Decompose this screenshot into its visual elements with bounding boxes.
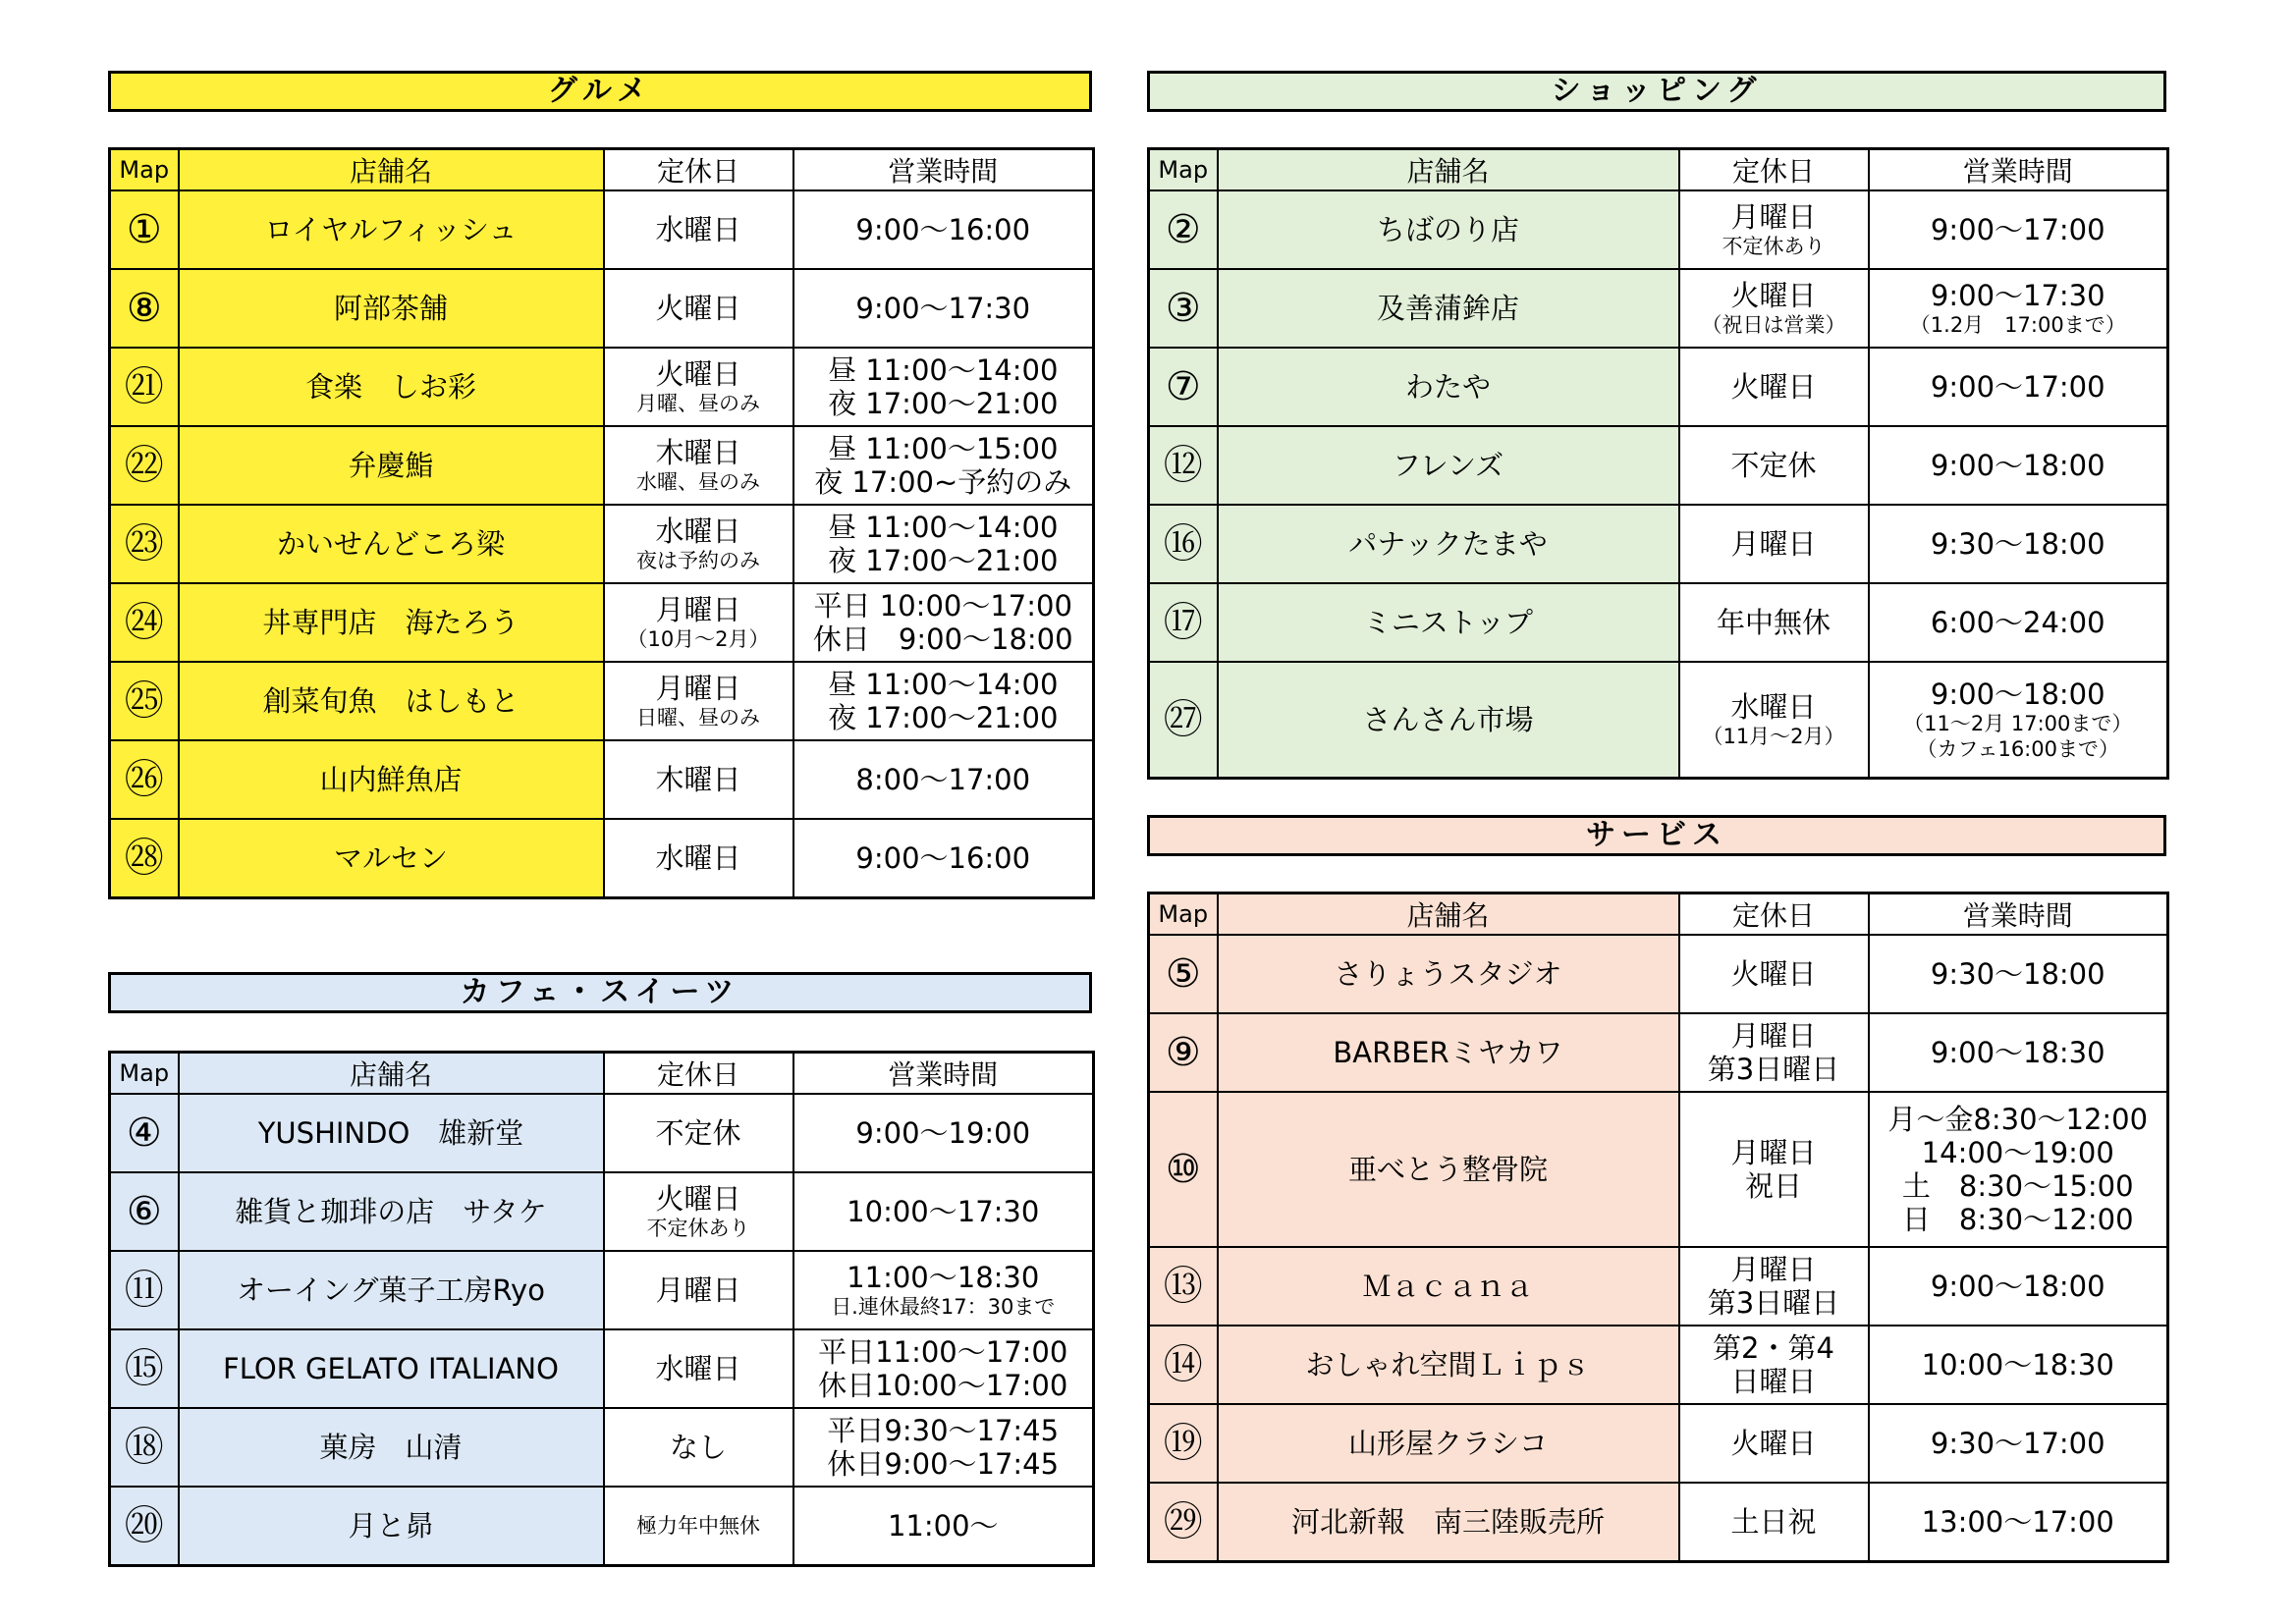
shop-name: ちばのり店 [1218, 190, 1679, 269]
shop-name: おしゃれ空間Ｌｉｐｓ [1218, 1326, 1679, 1404]
hours-line: 昼 11:00～14:00 [828, 511, 1059, 544]
closed-day [1679, 426, 1869, 505]
table-row [1149, 505, 2168, 583]
closed-day [604, 1251, 793, 1329]
hours-line: （カフェ16:00まで） [1916, 736, 2119, 761]
map-number: ⑨ [1149, 1013, 1218, 1092]
header-map: Map [1149, 149, 1218, 191]
map-number: ⑯ [1149, 505, 1218, 583]
shop-name: 阿部茶舗 [179, 269, 604, 348]
shop-name: 河北新報 南三陸販売所 [1218, 1483, 1679, 1561]
hours-line: 平日9:30～17:45 [827, 1414, 1060, 1447]
hours-line: 9:00～17:00 [1930, 370, 2105, 404]
closed-day-note: （祝日は営業） [1701, 313, 1846, 337]
table-row [110, 1094, 1094, 1172]
closed-day-main: 水曜日 [655, 213, 741, 246]
header-closed: 定休日 [604, 149, 793, 191]
shopping-table [1147, 147, 2169, 780]
map-number: ⑦ [1149, 348, 1218, 426]
hours-line: 月～金8:30～12:00 [1887, 1103, 2149, 1136]
closed-day-note: 第3日曜日 [1707, 1286, 1840, 1320]
closed-day [604, 740, 793, 819]
header-map: Map [1149, 893, 1218, 936]
closed-day [1679, 583, 1869, 662]
map-number: ㉒ [110, 426, 179, 505]
service-title: サービス [1147, 815, 2166, 856]
map-number: ⑮ [110, 1329, 179, 1408]
table-row [1149, 426, 2168, 505]
hours-line: 9:00～19:00 [855, 1116, 1031, 1150]
shop-name: ミニストップ [1218, 583, 1679, 662]
closed-day [1679, 935, 1869, 1013]
table-row [110, 1172, 1094, 1251]
shop-name: YUSHINDO 雄新堂 [179, 1094, 604, 1172]
header-map: Map [110, 1053, 179, 1095]
header-name: 店舗名 [179, 1053, 604, 1095]
map-number: ⑰ [1149, 583, 1218, 662]
map-number: ⑪ [110, 1251, 179, 1329]
hours-line: 9:00～18:00 [1930, 677, 2105, 711]
hours-line: 8:00～17:00 [855, 763, 1031, 796]
closed-day-note: 祝日 [1744, 1169, 1802, 1203]
closed-day [1679, 1483, 1869, 1561]
hours-line: 13:00～17:00 [1921, 1504, 2114, 1539]
map-number: ⑲ [1149, 1404, 1218, 1483]
map-number: ㉑ [110, 348, 179, 426]
shop-name: さりょうスタジオ [1218, 935, 1679, 1013]
hours-line: 9:30～17:00 [1930, 1427, 2105, 1460]
table-row [1149, 583, 2168, 662]
hours-line: 休日 9:00～18:00 [812, 623, 1073, 656]
business-hours [1869, 505, 2168, 583]
map-number: ③ [1149, 269, 1218, 348]
map-number: ⑩ [1149, 1092, 1218, 1247]
business-hours [793, 505, 1094, 583]
hours-line: 9:00～16:00 [855, 213, 1031, 246]
business-hours [1869, 269, 2168, 348]
business-hours [793, 190, 1094, 269]
hours-line: 平日 10:00～17:00 [813, 589, 1072, 623]
closed-day [1679, 1092, 1869, 1247]
table-row [1149, 1404, 2168, 1483]
map-number: ④ [110, 1094, 179, 1172]
business-hours [793, 1094, 1094, 1172]
hours-line: 9:00～17:30 [855, 292, 1031, 325]
table-row [1149, 1013, 2168, 1092]
shop-name: パナックたまや [1218, 505, 1679, 583]
closed-day-main: 木曜日 [655, 436, 741, 469]
closed-day-note: 夜は予約のみ [636, 549, 760, 572]
table-row [1149, 348, 2168, 426]
business-hours [793, 740, 1094, 819]
hours-line: 9:00～17:30 [1930, 279, 2105, 312]
shop-name: さんさん市場 [1218, 662, 1679, 778]
shop-name: 雑貨と珈琲の店 サタケ [179, 1172, 604, 1251]
business-hours [793, 1487, 1094, 1565]
hours-line: （1.2月 17:00まで） [1909, 313, 2126, 337]
closed-day-main: 木曜日 [655, 763, 741, 796]
closed-day-main: 火曜日 [1730, 279, 1817, 312]
business-hours [1869, 662, 2168, 778]
shop-name: 亜べとう整骨院 [1218, 1092, 1679, 1247]
closed-day-note: 日曜、昼のみ [636, 706, 760, 730]
shop-name: 月と昴 [179, 1487, 604, 1565]
closed-day-main: 極力年中無休 [636, 1513, 760, 1538]
closed-day [604, 583, 793, 662]
closed-day [1679, 1404, 1869, 1483]
closed-day-note: 水曜、昼のみ [636, 470, 760, 494]
closed-day-main: 月曜日 [655, 593, 741, 626]
hours-line: 日 8:30～12:00 [1901, 1203, 2134, 1236]
closed-day-main: 不定休 [655, 1116, 741, 1150]
business-hours [1869, 348, 2168, 426]
closed-day-main: 水曜日 [655, 840, 741, 875]
hours-line: 夜 17:00～21:00 [828, 544, 1059, 577]
closed-day [604, 348, 793, 426]
closed-day-note: 日曜日 [1730, 1365, 1817, 1398]
closed-day-note: （10月～2月） [627, 627, 770, 651]
closed-day [1679, 269, 1869, 348]
business-hours [793, 583, 1094, 662]
hours-line: 9:00～17:00 [1930, 213, 2105, 246]
closed-day [604, 1329, 793, 1408]
business-hours [1869, 1483, 2168, 1561]
table-row [110, 190, 1094, 269]
business-hours [1869, 1013, 2168, 1092]
header-hours: 営業時間 [793, 1053, 1094, 1095]
map-number: ⑥ [110, 1172, 179, 1251]
closed-day [1679, 1247, 1869, 1326]
closed-day-main: 月曜日 [1730, 200, 1817, 234]
shop-name: マルセン [179, 819, 604, 897]
header-name: 店舗名 [1218, 149, 1679, 191]
closed-day [604, 1408, 793, 1487]
closed-day-main: なし [669, 1431, 727, 1464]
shop-name: わたや [1218, 348, 1679, 426]
map-number: ⑤ [1149, 935, 1218, 1013]
business-hours [1869, 190, 2168, 269]
closed-day-note: 第3日曜日 [1707, 1053, 1840, 1086]
closed-day-main: 月曜日 [1730, 527, 1817, 561]
business-hours [793, 426, 1094, 505]
shop-name: 食楽 しお彩 [179, 348, 604, 426]
hours-line: 夜 17:00~予約のみ [814, 465, 1072, 499]
cafe-table [108, 1051, 1095, 1567]
hours-line: 9:00～18:00 [1930, 1270, 2105, 1303]
table-row [1149, 1483, 2168, 1561]
business-hours [1869, 1326, 2168, 1404]
business-hours [1869, 1247, 2168, 1326]
gourmet-table [108, 147, 1095, 899]
header-closed: 定休日 [1679, 149, 1869, 191]
cafe-title: カフェ・スイーツ [108, 972, 1092, 1013]
map-number: ㉓ [110, 505, 179, 583]
map-number: ① [110, 190, 179, 269]
map-number: ⑳ [110, 1487, 179, 1565]
hours-line: 9:00～18:30 [1930, 1036, 2105, 1069]
table-row [1149, 1326, 2168, 1404]
table-row [1149, 190, 2168, 269]
hours-line: 11:00～ [887, 1508, 999, 1543]
hours-line: 11:00～18:30 [847, 1261, 1040, 1294]
business-hours [1869, 1092, 2168, 1247]
shop-name: 弁慶鮨 [179, 426, 604, 505]
shop-name: 山形屋クラシコ [1218, 1404, 1679, 1483]
closed-day [604, 1487, 793, 1565]
header-map: Map [110, 149, 179, 191]
header-closed: 定休日 [604, 1053, 793, 1095]
closed-day [604, 505, 793, 583]
closed-day [1679, 348, 1869, 426]
closed-day-main: 月曜日 [1730, 1253, 1817, 1286]
closed-day [604, 1172, 793, 1251]
hours-line: 平日11:00～17:00 [818, 1335, 1068, 1369]
table-row [110, 819, 1094, 897]
shop-name: Ｍａｃａｎａ [1218, 1247, 1679, 1326]
table-row [110, 1487, 1094, 1565]
shop-name: 創菜旬魚 はしもと [179, 662, 604, 740]
closed-day-note: 月曜、昼のみ [636, 392, 760, 415]
closed-day-main: 火曜日 [1730, 1427, 1817, 1460]
closed-day [1679, 190, 1869, 269]
hours-line: 日.連休最終17：30まで [831, 1295, 1056, 1319]
closed-day-main: 火曜日 [1730, 370, 1817, 404]
hours-line: 昼 11:00～14:00 [828, 668, 1059, 701]
hours-line: 土 8:30～15:00 [1901, 1169, 2134, 1203]
hours-line: 夜 17:00～21:00 [828, 387, 1059, 420]
hours-line: 6:00～24:00 [1930, 606, 2105, 639]
business-hours [793, 819, 1094, 897]
map-number: ⑧ [110, 269, 179, 348]
hours-line: 9:00～16:00 [855, 840, 1031, 875]
map-number: ㉘ [110, 819, 179, 897]
closed-day [1679, 505, 1869, 583]
closed-day-main: 火曜日 [655, 1182, 741, 1216]
closed-day-main: 月曜日 [1730, 1136, 1817, 1169]
table-row [110, 505, 1094, 583]
hours-line: 休日9:00～17:45 [827, 1447, 1060, 1481]
hours-line: 昼 11:00～15:00 [828, 432, 1059, 465]
header-hours: 営業時間 [793, 149, 1094, 191]
shop-name: 丼専門店 海たろう [179, 583, 604, 662]
service-table [1147, 892, 2169, 1563]
map-number: ㉔ [110, 583, 179, 662]
closed-day-note: 不定休あり [646, 1217, 750, 1240]
hours-line: 昼 11:00～14:00 [828, 353, 1059, 387]
map-number: ㉙ [1149, 1483, 1218, 1561]
closed-day-main: 月曜日 [655, 1273, 741, 1307]
map-number: ⑫ [1149, 426, 1218, 505]
business-hours [1869, 426, 2168, 505]
table-row [110, 1251, 1094, 1329]
shop-name: フレンズ [1218, 426, 1679, 505]
header-closed: 定休日 [1679, 893, 1869, 936]
table-row [1149, 662, 2168, 778]
closed-day-main: 月曜日 [1730, 1019, 1817, 1053]
table-row [110, 662, 1094, 740]
closed-day-main: 土日祝 [1730, 1504, 1817, 1539]
closed-day [604, 1094, 793, 1172]
hours-line: 9:00～18:00 [1930, 449, 2105, 482]
hours-line: 9:30～18:00 [1930, 527, 2105, 561]
shop-name: FLOR GELATO ITALIANO [179, 1329, 604, 1408]
closed-day-note: （11月～2月） [1702, 724, 1845, 748]
map-number: ② [1149, 190, 1218, 269]
map-number: ⑭ [1149, 1326, 1218, 1404]
header-hours: 営業時間 [1869, 893, 2168, 936]
business-hours [793, 1251, 1094, 1329]
hours-line: （11～2月 17:00まで） [1903, 711, 2133, 735]
header-name: 店舗名 [179, 149, 604, 191]
business-hours [793, 662, 1094, 740]
map-number: ㉖ [110, 740, 179, 819]
closed-day [1679, 1013, 1869, 1092]
closed-day-main: 火曜日 [1730, 957, 1817, 991]
shop-name: 及善蒲鉾店 [1218, 269, 1679, 348]
shopping-title: ショッピング [1147, 71, 2166, 112]
hours-line: 夜 17:00～21:00 [828, 701, 1059, 734]
table-row [110, 583, 1094, 662]
closed-day [604, 269, 793, 348]
closed-day-main: 水曜日 [655, 514, 741, 548]
table-row [110, 1329, 1094, 1408]
business-hours [1869, 583, 2168, 662]
table-row [1149, 1247, 2168, 1326]
header-hours: 営業時間 [1869, 149, 2168, 191]
shop-name: かいせんどころ梁 [179, 505, 604, 583]
closed-day-main: 火曜日 [655, 292, 741, 325]
shop-name: BARBERミヤカワ [1218, 1013, 1679, 1092]
table-row [110, 1408, 1094, 1487]
closed-day-main: 月曜日 [655, 672, 741, 705]
hours-line: 9:30～18:00 [1930, 957, 2105, 991]
table-row [110, 348, 1094, 426]
closed-day-note: 不定休あり [1722, 235, 1826, 258]
closed-day [1679, 1326, 1869, 1404]
closed-day [604, 662, 793, 740]
hours-line: 10:00～17:30 [847, 1195, 1040, 1228]
map-number: ㉗ [1149, 662, 1218, 778]
map-number: ⑬ [1149, 1247, 1218, 1326]
table-row [1149, 935, 2168, 1013]
header-name: 店舗名 [1218, 893, 1679, 936]
table-row [1149, 1092, 2168, 1247]
closed-day-main: 不定休 [1730, 449, 1817, 482]
business-hours [793, 1329, 1094, 1408]
closed-day-main: 水曜日 [1730, 689, 1817, 724]
closed-day-main: 第2・第4 [1713, 1331, 1834, 1365]
hours-line: 14:00～19:00 [1921, 1136, 2114, 1169]
closed-day-main: 年中無休 [1716, 606, 1831, 639]
business-hours [793, 269, 1094, 348]
closed-day [1679, 662, 1869, 778]
shop-name: オーイング菓子工房Ryo [179, 1251, 604, 1329]
shop-name: ロイヤルフィッシュ [179, 190, 604, 269]
map-number: ⑱ [110, 1408, 179, 1487]
business-hours [793, 348, 1094, 426]
closed-day [604, 426, 793, 505]
hours-line: 休日10:00～17:00 [818, 1369, 1068, 1402]
table-row [110, 426, 1094, 505]
table-row [1149, 269, 2168, 348]
table-row [110, 740, 1094, 819]
table-row [110, 269, 1094, 348]
business-hours [793, 1172, 1094, 1251]
hours-line: 10:00～18:30 [1921, 1348, 2114, 1381]
gourmet-title: グルメ [108, 71, 1092, 112]
closed-day-main: 火曜日 [655, 357, 741, 391]
closed-day [604, 819, 793, 897]
map-number: ㉕ [110, 662, 179, 740]
closed-day-main: 水曜日 [655, 1352, 741, 1385]
shop-name: 菓房 山清 [179, 1408, 604, 1487]
business-hours [793, 1408, 1094, 1487]
closed-day [604, 190, 793, 269]
shop-name: 山内鮮魚店 [179, 740, 604, 819]
business-hours [1869, 935, 2168, 1013]
business-hours [1869, 1404, 2168, 1483]
